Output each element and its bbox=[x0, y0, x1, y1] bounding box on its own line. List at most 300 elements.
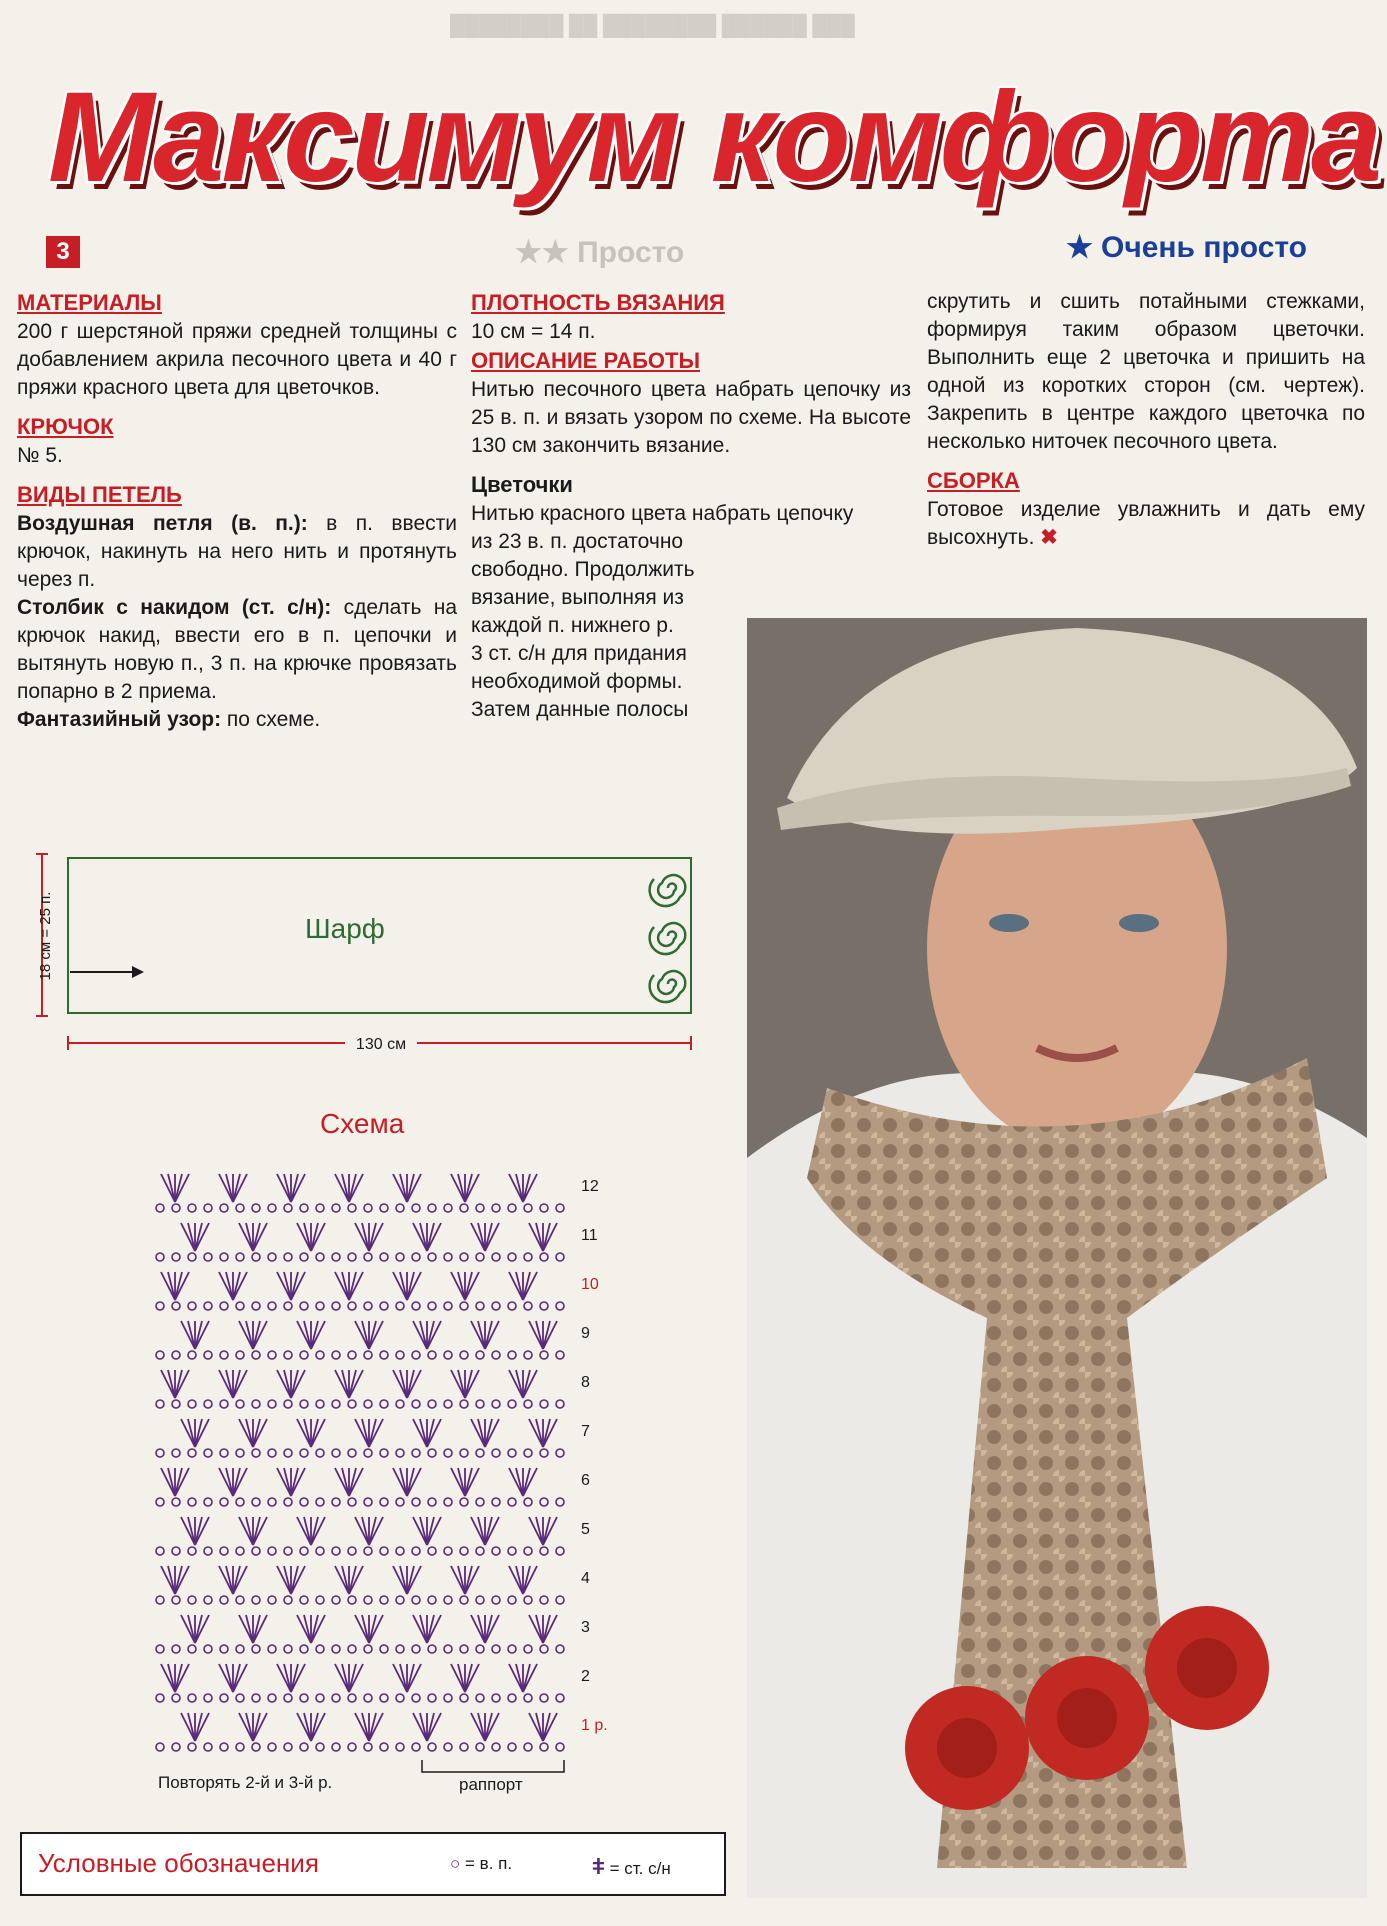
chain-stitch-symbol bbox=[492, 1596, 500, 1604]
chain-stitch-symbol bbox=[476, 1645, 484, 1653]
chain-stitch-symbol bbox=[156, 1498, 164, 1506]
chain-stitch-symbol bbox=[556, 1253, 564, 1261]
chain-stitch-symbol bbox=[252, 1204, 260, 1212]
flowers-text-line: из 23 в. п. достаточно bbox=[471, 530, 684, 553]
hook-text: № 5. bbox=[17, 444, 63, 467]
chain-stitch-symbol bbox=[284, 1547, 292, 1555]
fan-stitch-symbol bbox=[529, 1223, 557, 1251]
chain-stitch-symbol bbox=[220, 1302, 228, 1310]
chain-stitch-symbol bbox=[236, 1351, 244, 1359]
chain-stitch-symbol bbox=[396, 1400, 404, 1408]
chain-stitch-symbol bbox=[460, 1253, 468, 1261]
chain-stitch-symbol bbox=[460, 1204, 468, 1212]
flowers-text-line: необходимой формы. bbox=[471, 670, 683, 693]
chain-stitch-symbol bbox=[364, 1302, 372, 1310]
chain-stitch-symbol bbox=[476, 1694, 484, 1702]
fan-stitch-symbol bbox=[393, 1664, 421, 1692]
chain-stitch-symbol bbox=[380, 1694, 388, 1702]
chain-stitch-symbol bbox=[300, 1302, 308, 1310]
fan-stitch-symbol bbox=[509, 1468, 537, 1496]
chain-stitch-symbol bbox=[492, 1400, 500, 1408]
chain-stitch-symbol bbox=[556, 1302, 564, 1310]
chain-stitch-symbol bbox=[364, 1351, 372, 1359]
chain-stitch-symbol bbox=[156, 1253, 164, 1261]
fancy-pattern-definition: Фантазийный узор: по схеме. bbox=[17, 708, 321, 731]
chain-stitch-symbol bbox=[204, 1743, 212, 1751]
chain-stitch-symbol bbox=[492, 1498, 500, 1506]
fan-stitch-symbol bbox=[239, 1419, 267, 1447]
chain-stitch-symbol bbox=[412, 1400, 420, 1408]
chain-stitch-symbol bbox=[380, 1596, 388, 1604]
fan-stitch-symbol bbox=[335, 1272, 363, 1300]
fan-stitch-symbol bbox=[451, 1272, 479, 1300]
chain-stitch-symbol bbox=[204, 1351, 212, 1359]
fan-stitch-symbol bbox=[355, 1419, 383, 1447]
fan-stitch-symbol bbox=[509, 1566, 537, 1594]
chain-stitch-symbol bbox=[540, 1253, 548, 1261]
chain-stitch-symbol bbox=[156, 1596, 164, 1604]
fan-stitch-symbol bbox=[161, 1174, 189, 1202]
chain-stitch-symbol bbox=[444, 1498, 452, 1506]
chain-stitch-symbol bbox=[540, 1694, 548, 1702]
chain-stitch-symbol bbox=[204, 1596, 212, 1604]
chain-stitch-symbol bbox=[268, 1694, 276, 1702]
chain-stitch-symbol bbox=[172, 1204, 180, 1212]
dc-stitch-definition: Столбик с накидом (ст. с/н): сделать на крючок накид, ввести его в п. цепочки и вытянуть новую п., 3 п. на крючке провязать попарно в 2 приема. bbox=[17, 596, 457, 703]
chain-stitch-symbol bbox=[508, 1547, 516, 1555]
legend-chain: ○ = в. п. bbox=[450, 1854, 513, 1873]
chain-stitch-symbol bbox=[156, 1400, 164, 1408]
fan-stitch-symbol bbox=[529, 1713, 557, 1741]
chain-stitch-symbol bbox=[316, 1743, 324, 1751]
chain-stitch-symbol bbox=[284, 1204, 292, 1212]
row-label: 3 bbox=[581, 1619, 590, 1636]
chain-stitch-symbol bbox=[428, 1302, 436, 1310]
chain-stitch-symbol bbox=[236, 1204, 244, 1212]
chain-stitch-symbol bbox=[300, 1351, 308, 1359]
chain-stitch-symbol bbox=[412, 1743, 420, 1751]
chain-stitch-symbol bbox=[524, 1449, 532, 1457]
chain-stitch-symbol bbox=[268, 1351, 276, 1359]
fan-stitch-symbol bbox=[219, 1272, 247, 1300]
chain-stitch-symbol bbox=[220, 1204, 228, 1212]
chain-stitch-symbol bbox=[444, 1596, 452, 1604]
chain-stitch-symbol bbox=[396, 1645, 404, 1653]
chain-stitch-symbol bbox=[412, 1596, 420, 1604]
chain-stitch-symbol bbox=[396, 1302, 404, 1310]
materials-text: 200 г шерстяной пряжи средней толщины с добавлением акрила песочного цвета и 40 г пряжи красного цвета для цветочков. bbox=[17, 320, 457, 399]
chain-stitch-symbol bbox=[444, 1449, 452, 1457]
chain-stitch-symbol bbox=[540, 1351, 548, 1359]
chain-stitch-symbol bbox=[348, 1400, 356, 1408]
chain-stitch-symbol bbox=[188, 1498, 196, 1506]
chain-stitch-symbol bbox=[460, 1498, 468, 1506]
chain-stitch-symbol bbox=[172, 1743, 180, 1751]
chain-stitch-symbol bbox=[556, 1645, 564, 1653]
chain-stitch-symbol bbox=[332, 1400, 340, 1408]
chain-stitch-symbol bbox=[412, 1694, 420, 1702]
fan-stitch-symbol bbox=[451, 1664, 479, 1692]
row-label: 7 bbox=[581, 1423, 590, 1440]
chain-stitch-symbol bbox=[556, 1694, 564, 1702]
chain-stitch-symbol bbox=[316, 1253, 324, 1261]
chain-stitch-symbol bbox=[156, 1449, 164, 1457]
chain-stitch-symbol bbox=[236, 1498, 244, 1506]
chain-stitch-symbol bbox=[204, 1547, 212, 1555]
end-mark-icon: ✖ bbox=[1040, 526, 1058, 549]
chain-stitch-symbol bbox=[364, 1204, 372, 1212]
row-label: 10 bbox=[581, 1276, 599, 1293]
ghost-difficulty: ★★ Просто bbox=[515, 236, 685, 269]
chain-stitch-symbol bbox=[524, 1400, 532, 1408]
repeat-note: Повторять 2-й и 3-й р. bbox=[158, 1773, 333, 1792]
difficulty-label: ★ Очень просто bbox=[1066, 231, 1307, 264]
chain-stitch-symbol bbox=[156, 1743, 164, 1751]
chain-stitch-symbol bbox=[188, 1253, 196, 1261]
chain-stitch-symbol bbox=[172, 1547, 180, 1555]
chain-stitch-symbol bbox=[172, 1449, 180, 1457]
chain-stitch-icon: ○ bbox=[450, 1854, 461, 1873]
chain-stitch-symbol bbox=[188, 1302, 196, 1310]
chain-stitch-symbol bbox=[364, 1743, 372, 1751]
fan-stitch-symbol bbox=[509, 1174, 537, 1202]
chain-stitch-symbol bbox=[412, 1449, 420, 1457]
fan-stitch-symbol bbox=[335, 1370, 363, 1398]
chain-stitch-symbol bbox=[236, 1253, 244, 1261]
chain-stitch-symbol bbox=[524, 1351, 532, 1359]
chain-stitch-symbol bbox=[476, 1743, 484, 1751]
chain-stitch-symbol bbox=[252, 1253, 260, 1261]
chain-stitch-symbol bbox=[396, 1253, 404, 1261]
chain-stitch-symbol bbox=[252, 1302, 260, 1310]
chain-stitch-symbol bbox=[524, 1547, 532, 1555]
chain-stitch-symbol bbox=[220, 1694, 228, 1702]
chain-stitch-symbol bbox=[156, 1645, 164, 1653]
chain-stitch-symbol bbox=[540, 1449, 548, 1457]
chain-stitch-symbol bbox=[396, 1449, 404, 1457]
chain-stitch-symbol bbox=[380, 1253, 388, 1261]
description-heading: ОПИСАНИЕ РАБОТЫ bbox=[471, 348, 700, 373]
chain-stitch-symbol bbox=[380, 1204, 388, 1212]
chain-stitch-symbol bbox=[348, 1498, 356, 1506]
chain-stitch-symbol bbox=[492, 1694, 500, 1702]
chain-stitch-symbol bbox=[332, 1743, 340, 1751]
chain-stitch-symbol bbox=[188, 1400, 196, 1408]
column-3-text: скрутить и сшить потайными стежками, формируя таким образом цветочки. Выполнить еще 2 цветочка и пришить на одной из коротких сторон (см. чертеж). Закрепить в центре каждого цветочка по несколько ниточек песочного цвета. bbox=[927, 290, 1365, 453]
row-label: 1 р. bbox=[581, 1717, 608, 1734]
chain-stitch-symbol bbox=[540, 1400, 548, 1408]
chain-stitch-symbol bbox=[428, 1743, 436, 1751]
fan-stitch-symbol bbox=[355, 1713, 383, 1741]
chain-stitch-symbol bbox=[556, 1498, 564, 1506]
chain-stitch-symbol bbox=[300, 1498, 308, 1506]
chain-stitch-symbol bbox=[316, 1204, 324, 1212]
chain-stitch-symbol bbox=[476, 1351, 484, 1359]
ghost-text: ████████ ██ ████████ ██████ ███ bbox=[450, 15, 855, 37]
fan-stitch-symbol bbox=[355, 1517, 383, 1545]
chain-stitch-symbol bbox=[332, 1498, 340, 1506]
chain-stitch-symbol bbox=[316, 1498, 324, 1506]
fan-stitch-symbol bbox=[355, 1615, 383, 1643]
chain-stitch-symbol bbox=[156, 1547, 164, 1555]
chain-stitch-symbol bbox=[220, 1498, 228, 1506]
chain-stitch-symbol bbox=[412, 1351, 420, 1359]
hook-heading: КРЮЧОК bbox=[17, 414, 114, 439]
chain-stitch-symbol bbox=[508, 1302, 516, 1310]
chain-stitch-symbol bbox=[268, 1743, 276, 1751]
chain-stitch-symbol bbox=[380, 1302, 388, 1310]
fan-stitch-symbol bbox=[471, 1321, 499, 1349]
chain-stitch-symbol bbox=[444, 1400, 452, 1408]
chain-stitch-symbol bbox=[332, 1302, 340, 1310]
chain-stitch-symbol bbox=[380, 1645, 388, 1653]
fan-stitch-symbol bbox=[219, 1566, 247, 1594]
chain-stitch-symbol bbox=[300, 1253, 308, 1261]
chain-stitch-symbol bbox=[396, 1694, 404, 1702]
chain-stitch-symbol bbox=[556, 1204, 564, 1212]
chain-stitch-symbol bbox=[284, 1498, 292, 1506]
fan-stitch-symbol bbox=[219, 1174, 247, 1202]
column-1 bbox=[17, 288, 457, 734]
chain-stitch-symbol bbox=[204, 1449, 212, 1457]
chain-stitch-symbol bbox=[188, 1449, 196, 1457]
chain-stitch-symbol bbox=[476, 1400, 484, 1408]
fan-stitch-symbol bbox=[393, 1566, 421, 1594]
chain-stitch-symbol bbox=[524, 1694, 532, 1702]
scarf-height-label: 18 см = 25 п. bbox=[37, 891, 54, 981]
chain-stitch-symbol bbox=[508, 1351, 516, 1359]
chain-stitch-symbol bbox=[252, 1743, 260, 1751]
flowers-text-line: Затем данные полосы bbox=[471, 698, 689, 721]
chain-stitch-symbol bbox=[316, 1302, 324, 1310]
chain-stitch-symbol bbox=[348, 1547, 356, 1555]
assembly-text: Готовое изделие увлажнить и дать ему высохнуть. ✖ bbox=[927, 498, 1365, 549]
fan-stitch-symbol bbox=[181, 1713, 209, 1741]
chain-stitch-symbol bbox=[204, 1400, 212, 1408]
chain-stitch-symbol bbox=[236, 1400, 244, 1408]
chain-stitch-symbol bbox=[172, 1498, 180, 1506]
chain-stitch-symbol bbox=[332, 1547, 340, 1555]
chain-stitch-symbol bbox=[156, 1351, 164, 1359]
chain-stitch-symbol bbox=[284, 1400, 292, 1408]
fan-stitch-symbol bbox=[239, 1321, 267, 1349]
chain-stitch-symbol bbox=[524, 1204, 532, 1212]
fan-stitch-symbol bbox=[297, 1517, 325, 1545]
chain-stitch-symbol bbox=[364, 1694, 372, 1702]
scarf-width-label: 130 см bbox=[355, 1036, 407, 1053]
fan-stitch-symbol bbox=[335, 1664, 363, 1692]
flowers-text-line: каждой п. нижнего р. bbox=[471, 614, 674, 637]
chain-stitch-symbol bbox=[412, 1204, 420, 1212]
chain-stitch-symbol bbox=[444, 1204, 452, 1212]
chain-stitch-symbol bbox=[444, 1743, 452, 1751]
chain-stitch-symbol bbox=[364, 1547, 372, 1555]
chain-stitch-symbol bbox=[444, 1351, 452, 1359]
chain-stitch-symbol bbox=[300, 1596, 308, 1604]
chain-stitch-symbol bbox=[188, 1694, 196, 1702]
fan-stitch-symbol bbox=[413, 1321, 441, 1349]
row-label: 5 bbox=[581, 1521, 590, 1538]
chain-stitch-symbol bbox=[268, 1253, 276, 1261]
chain-stitch-symbol bbox=[412, 1547, 420, 1555]
chain-stitch-symbol bbox=[284, 1596, 292, 1604]
fan-stitch-symbol bbox=[181, 1419, 209, 1447]
chain-stitch-symbol bbox=[300, 1743, 308, 1751]
chain-stitch-symbol bbox=[508, 1645, 516, 1653]
chain-stitch-symbol bbox=[284, 1351, 292, 1359]
chain-stitch-symbol bbox=[204, 1498, 212, 1506]
chain-stitch-symbol bbox=[492, 1449, 500, 1457]
flowers-text-line: 3 ст. с/н для придания bbox=[471, 642, 687, 665]
chain-stitch-symbol bbox=[204, 1645, 212, 1653]
chain-stitch-symbol bbox=[348, 1596, 356, 1604]
chain-stitch-symbol bbox=[332, 1596, 340, 1604]
chain-stitch-symbol bbox=[220, 1449, 228, 1457]
chain-stitch-symbol bbox=[428, 1351, 436, 1359]
chain-stitch-symbol bbox=[412, 1253, 420, 1261]
chain-stitch-symbol bbox=[460, 1351, 468, 1359]
chain-stitch-symbol bbox=[492, 1253, 500, 1261]
chain-stitch-symbol bbox=[220, 1645, 228, 1653]
fan-stitch-symbol bbox=[529, 1517, 557, 1545]
chain-stitch-symbol bbox=[492, 1204, 500, 1212]
chain-stitch-symbol bbox=[524, 1596, 532, 1604]
fan-stitch-symbol bbox=[509, 1664, 537, 1692]
column-3 bbox=[927, 288, 1365, 552]
chain-stitch-symbol bbox=[412, 1645, 420, 1653]
chain-stitch-symbol bbox=[172, 1694, 180, 1702]
chain-stitch-symbol bbox=[444, 1302, 452, 1310]
fan-stitch-symbol bbox=[181, 1615, 209, 1643]
chain-stitch-symbol bbox=[476, 1204, 484, 1212]
chain-stitch-symbol bbox=[172, 1351, 180, 1359]
fan-stitch-symbol bbox=[239, 1223, 267, 1251]
flowers-text-line: свободно. Продолжить bbox=[471, 558, 695, 581]
chain-stitch-symbol bbox=[428, 1204, 436, 1212]
page-title: Максимум комфорта bbox=[48, 66, 1380, 209]
chain-stitch-symbol bbox=[172, 1302, 180, 1310]
gauge-heading: ПЛОТНОСТЬ ВЯЗАНИЯ bbox=[471, 290, 725, 315]
row-label: 9 bbox=[581, 1325, 590, 1342]
chain-stitch-symbol bbox=[476, 1302, 484, 1310]
fan-stitch-symbol bbox=[297, 1615, 325, 1643]
chain-stitch-symbol bbox=[316, 1645, 324, 1653]
chain-stitch-symbol bbox=[428, 1596, 436, 1604]
chain-stitch-symbol bbox=[444, 1694, 452, 1702]
fan-stitch-symbol bbox=[393, 1468, 421, 1496]
chain-stitch-symbol bbox=[348, 1743, 356, 1751]
fan-stitch-symbol bbox=[355, 1223, 383, 1251]
chain-stitch-symbol bbox=[460, 1645, 468, 1653]
chain-stitch-symbol bbox=[556, 1400, 564, 1408]
chain-stitch-symbol bbox=[252, 1498, 260, 1506]
chain-stitch-symbol bbox=[508, 1400, 516, 1408]
rapport-label: раппорт bbox=[455, 1775, 527, 1795]
chain-stitch-symbol bbox=[508, 1204, 516, 1212]
chain-stitch-symbol bbox=[428, 1253, 436, 1261]
chain-stitch-symbol bbox=[348, 1302, 356, 1310]
crochet-chart bbox=[150, 1150, 600, 1800]
fan-stitch-symbol bbox=[529, 1419, 557, 1447]
fan-stitch-symbol bbox=[451, 1566, 479, 1594]
chain-stitch-symbol bbox=[236, 1694, 244, 1702]
chain-stitch-symbol bbox=[316, 1449, 324, 1457]
fan-stitch-symbol bbox=[161, 1272, 189, 1300]
chain-stitch-symbol bbox=[540, 1498, 548, 1506]
chain-stitch-symbol bbox=[524, 1253, 532, 1261]
fan-stitch-symbol bbox=[413, 1713, 441, 1741]
chain-stitch-symbol bbox=[348, 1694, 356, 1702]
chain-stitch-symbol bbox=[540, 1302, 548, 1310]
chain-stitch-symbol bbox=[252, 1547, 260, 1555]
chain-stitch-symbol bbox=[540, 1204, 548, 1212]
chain-stitch-symbol bbox=[316, 1547, 324, 1555]
chain-stitch-symbol bbox=[252, 1596, 260, 1604]
chain-stitch-symbol bbox=[156, 1302, 164, 1310]
chain-stitch-symbol bbox=[236, 1645, 244, 1653]
chain-stitch-symbol bbox=[380, 1351, 388, 1359]
chain-stitch-symbol bbox=[492, 1302, 500, 1310]
chain-stitch-symbol bbox=[332, 1204, 340, 1212]
chain-stitch-symbol bbox=[268, 1204, 276, 1212]
chain-stitch-symbol bbox=[284, 1645, 292, 1653]
chain-stitch-symbol bbox=[460, 1400, 468, 1408]
fan-stitch-symbol bbox=[277, 1370, 305, 1398]
chain-stitch-symbol bbox=[380, 1449, 388, 1457]
gauge-text: 10 см = 14 п. bbox=[471, 320, 596, 343]
fan-stitch-symbol bbox=[509, 1272, 537, 1300]
chain-stitch-symbol bbox=[444, 1253, 452, 1261]
fan-stitch-symbol bbox=[181, 1223, 209, 1251]
chain-stitch-symbol bbox=[300, 1547, 308, 1555]
fan-stitch-symbol bbox=[277, 1566, 305, 1594]
chain-stitch-symbol bbox=[540, 1596, 548, 1604]
chain-stitch-symbol bbox=[172, 1253, 180, 1261]
fan-stitch-symbol bbox=[471, 1419, 499, 1447]
legend-dc: ǂ = ст. с/н bbox=[592, 1854, 671, 1879]
chain-stitch-symbol bbox=[556, 1449, 564, 1457]
chain-stitch-symbol bbox=[492, 1645, 500, 1653]
fan-stitch-symbol bbox=[451, 1370, 479, 1398]
chain-stitch-symbol bbox=[524, 1498, 532, 1506]
chain-stitch-symbol bbox=[300, 1449, 308, 1457]
chain-stitch-symbol bbox=[476, 1596, 484, 1604]
fan-stitch-symbol bbox=[161, 1370, 189, 1398]
fan-stitch-symbol bbox=[161, 1566, 189, 1594]
chain-stitch-symbol bbox=[172, 1645, 180, 1653]
schema-title: Схема bbox=[320, 1108, 405, 1139]
fan-stitch-symbol bbox=[451, 1174, 479, 1202]
chain-stitch-symbol bbox=[348, 1351, 356, 1359]
chain-stitch-symbol bbox=[220, 1547, 228, 1555]
chain-stitch-symbol bbox=[188, 1743, 196, 1751]
chain-stitch-symbol bbox=[156, 1694, 164, 1702]
chain-stitch-symbol bbox=[364, 1498, 372, 1506]
chain-stitch-symbol bbox=[284, 1743, 292, 1751]
chain-stitch-symbol bbox=[364, 1645, 372, 1653]
chain-stitch-symbol bbox=[236, 1743, 244, 1751]
row-label: 2 bbox=[581, 1668, 590, 1685]
chain-stitch-symbol bbox=[428, 1449, 436, 1457]
chain-stitch-symbol bbox=[396, 1498, 404, 1506]
chain-stitch-symbol bbox=[204, 1694, 212, 1702]
chain-stitch-symbol bbox=[172, 1596, 180, 1604]
chain-stitch-symbol bbox=[188, 1351, 196, 1359]
chain-stitch-symbol bbox=[268, 1449, 276, 1457]
fan-stitch-symbol bbox=[239, 1713, 267, 1741]
chain-stitch-symbol bbox=[508, 1253, 516, 1261]
legend-title: Условные обозначения bbox=[38, 1848, 319, 1878]
